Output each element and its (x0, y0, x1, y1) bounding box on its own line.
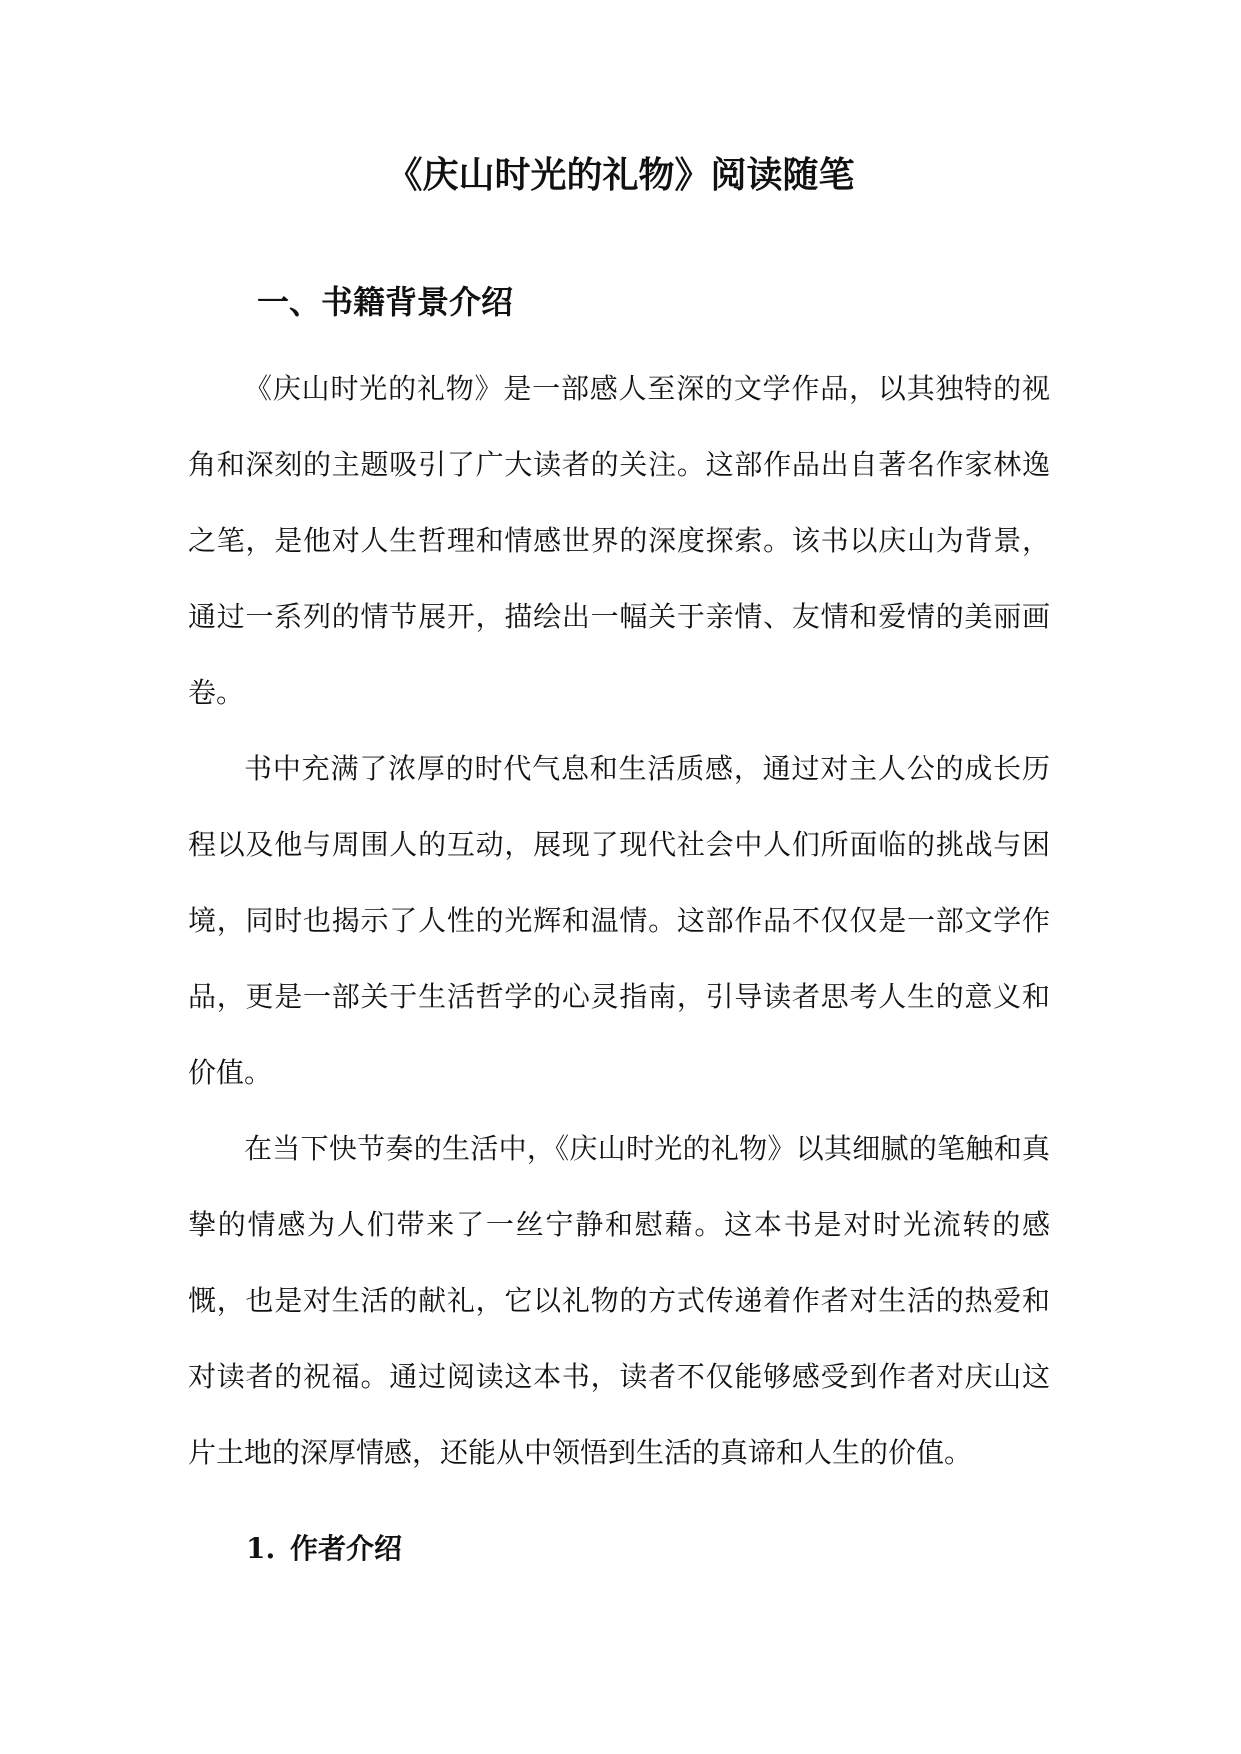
subsection-number: 1. (246, 1532, 276, 1565)
section-heading-background: 一、书籍背景介绍 (257, 283, 514, 321)
paragraph-3: 在当下快节奏的生活中，《庆山时光的礼物》以其细腻的笔触和真挚的情感为人们带来了一丝宁静和慰藉。这本书是对时光流转的感慨，也是对生活的献礼，它以礼物的方式传递着作者对生活的热爱和对读者的祝福。通过阅读这本书，读者不仅能够感受到作者对庆山这片土地的深厚情感，还能从中领悟到生活的真谛和人生的价值。 (188, 1132, 1050, 1469)
subsection-heading-text: 作者介绍 (290, 1532, 403, 1565)
paragraph-2: 书中充满了浓厚的时代气息和生活质感，通过对主人公的成长历程以及他与周围人的互动，展现了现代社会中人们所面临的挑战与困境，同时也揭示了人性的光辉和温情。这部作品不仅仅是一部文学作品，更是一部关于生活哲学的心灵指南，引导读者思考人生的意义和价值。 (188, 752, 1050, 1089)
document-title: 《庆山时光的礼物》阅读随笔 (386, 154, 855, 196)
paragraph-1: 《庆山时光的礼物》是一部感人至深的文学作品，以其独特的视角和深刻的主题吸引了广大读者的关注。这部作品出自著名作家林逸之笔，是他对人生哲理和情感世界的深度探索。该书以庆山为背景，通过一系列的情节展开，描绘出一幅关于亲情、友情和爱情的美丽画卷。 (188, 372, 1050, 709)
subsection-heading-author (246, 1529, 402, 1569)
